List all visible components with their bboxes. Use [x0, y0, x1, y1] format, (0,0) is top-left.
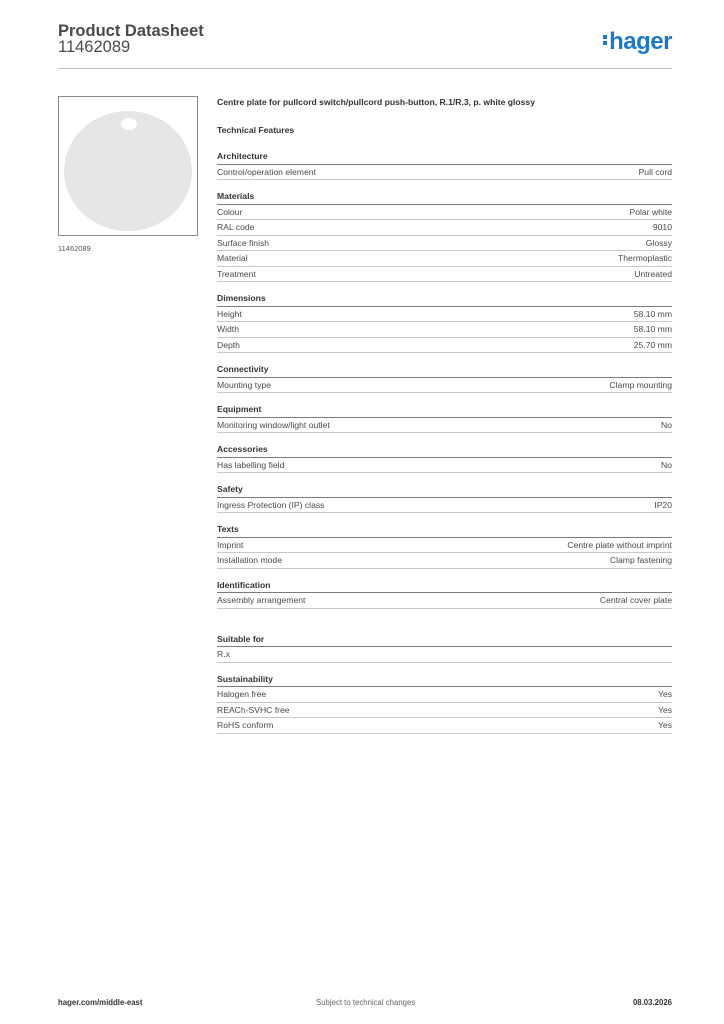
spec-value: 58.10 mm	[633, 308, 672, 319]
spec-value: Glossy	[645, 237, 672, 248]
spec-label: R.x	[217, 649, 230, 659]
spec-row	[217, 687, 672, 703]
spec-label: Material	[217, 253, 248, 263]
section-title: Equipment	[217, 403, 672, 418]
spec-value: Centre plate without imprint	[567, 539, 672, 550]
logo-dots-icon	[603, 33, 608, 47]
spec-row	[217, 205, 672, 221]
technical-features-title: Technical Features	[217, 125, 295, 135]
spec-label: Halogen free	[217, 689, 267, 699]
spec-row	[217, 307, 672, 323]
section-equipment	[217, 403, 672, 433]
spec-label: Imprint	[217, 539, 244, 550]
spec-label: REACh-SVHC free	[217, 704, 290, 715]
section-safety	[217, 483, 672, 513]
spec-row	[217, 322, 672, 338]
page-header	[58, 22, 672, 69]
spec-row	[217, 378, 672, 394]
spec-label: RoHS conform	[217, 720, 274, 730]
spec-row	[217, 220, 672, 236]
section-title: Accessories	[217, 443, 672, 458]
spec-value: 25.70 mm	[633, 339, 672, 350]
spec-label: RAL code	[217, 222, 255, 232]
product-image	[58, 96, 198, 236]
spec-row	[217, 718, 672, 734]
spec-value: Untreated	[634, 268, 672, 279]
spec-value: Central cover plate	[599, 595, 672, 605]
section-title: Texts	[217, 523, 672, 538]
spec-value: Yes	[657, 704, 672, 715]
footer-note: Subject to technical changes	[316, 998, 416, 1007]
spec-value: Clamp fastening	[609, 555, 672, 565]
spec-label: Installation mode	[217, 555, 282, 565]
spec-label: Colour	[217, 206, 243, 217]
footer-date: 08.03.2026	[632, 998, 672, 1007]
section-title: Identification	[217, 579, 672, 594]
section-title: Dimensions	[217, 292, 672, 307]
spec-label: Assembly arrangement	[217, 595, 306, 605]
product-description: Centre plate for pullcord switch/pullcord push-button, R.1/R.3, p. white glossy	[217, 97, 535, 107]
spec-row	[217, 647, 672, 663]
spec-label: Surface finish	[217, 237, 270, 248]
spec-value: Polar white	[629, 206, 672, 217]
section-dimensions	[217, 292, 672, 353]
product-number: 11462089	[58, 38, 131, 56]
datasheet-content	[217, 96, 672, 734]
spec-row	[217, 251, 672, 267]
spec-row	[217, 553, 672, 569]
spec-value: Yes	[657, 720, 672, 730]
section-title: Suitable for	[217, 633, 672, 648]
page-title: Product Datasheet	[58, 22, 204, 40]
hager-logo[interactable]	[603, 28, 672, 56]
spec-value: 58.10 mm	[633, 324, 672, 334]
spec-row	[217, 458, 672, 474]
section-title: Materials	[217, 190, 672, 205]
section-accessories	[217, 443, 672, 473]
section-identification	[217, 579, 672, 609]
spec-value: 9010	[652, 222, 672, 232]
spec-value: Clamp mounting	[609, 379, 672, 390]
section-title: Connectivity	[217, 363, 672, 378]
spec-row	[217, 593, 672, 609]
page-footer	[58, 998, 672, 1012]
section-suitable-for	[217, 633, 672, 663]
image-caption: 11462089	[58, 244, 91, 253]
spec-value: Yes	[657, 689, 672, 699]
spec-label: Mounting type	[217, 379, 271, 390]
spec-row	[217, 267, 672, 283]
spec-row	[217, 338, 672, 354]
spec-label: Width	[217, 324, 239, 334]
section-texts	[217, 523, 672, 569]
section-sustainability	[217, 673, 672, 734]
section-title: Safety	[217, 483, 672, 498]
footer-website-link[interactable]: hager.com/middle-east	[58, 998, 143, 1007]
spec-row	[217, 703, 672, 719]
section-connectivity	[217, 363, 672, 393]
spec-value: No	[661, 459, 672, 470]
plate-hole	[121, 118, 137, 130]
spec-row	[217, 236, 672, 252]
centre-plate-image	[64, 111, 192, 231]
section-materials	[217, 190, 672, 282]
spec-label: Has labelling field	[217, 459, 285, 470]
spec-row	[217, 498, 672, 514]
spec-label: Depth	[217, 339, 240, 350]
logo-text: hager	[609, 28, 672, 55]
spec-value: IP20	[654, 499, 672, 510]
spec-value: Thermoplastic	[618, 253, 672, 263]
section-title: Architecture	[217, 150, 672, 165]
spec-label: Treatment	[217, 268, 256, 279]
spec-label: Monitoring window/light outlet	[217, 419, 330, 430]
spec-row	[217, 418, 672, 434]
spec-label: Height	[217, 308, 242, 319]
section-architecture	[217, 150, 672, 180]
spec-row	[217, 538, 672, 554]
spec-row	[217, 165, 672, 181]
spec-value: Pull cord	[638, 166, 672, 177]
spec-value: No	[661, 419, 672, 430]
spec-label: Control/operation element	[217, 166, 316, 177]
section-title: Sustainability	[217, 673, 672, 688]
spec-label: Ingress Protection (IP) class	[217, 499, 325, 510]
